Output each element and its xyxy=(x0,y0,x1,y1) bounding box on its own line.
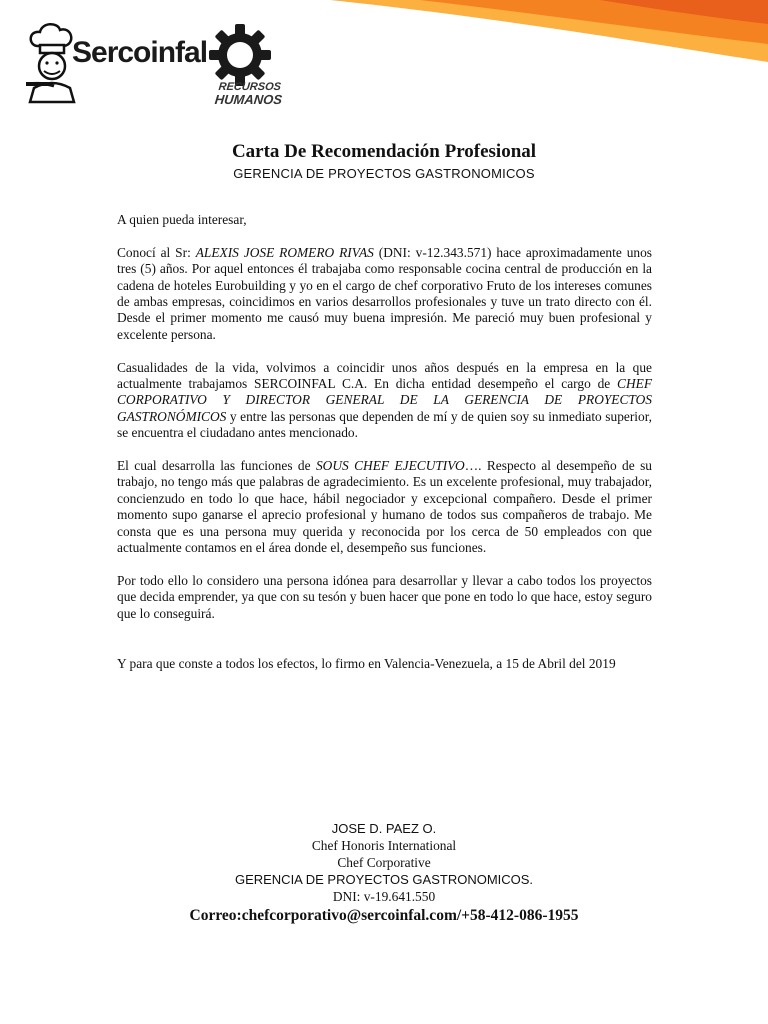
letter-body xyxy=(117,212,652,689)
signer-name: JOSE D. PAEZ O. xyxy=(331,821,437,836)
p2-text-a: Casualidades de la vida, volvimos a coincidir unos años después en la empresa en la que actualmente trabajamos SERCOINFAL C.A. En dicha entidad desempeño el cargo de xyxy=(117,359,652,392)
p3-text-b: …. Respecto al desempeño de su trabajo, no tengo más que palabras de agradecimiento. Es un excelente profesional, muy trabajador, concienzudo en todo lo que hace, hábil negociador y excepcional compañero. Desde el primer momento supo ganarse el aprecio profesional y humano de todos sus compañeros de trabajo. Me consta que es una persona muy querida y reconocida por los cerca de 50 empleados con que actualmente contamos en el área donde el, desempeño sus funciones. xyxy=(117,458,653,556)
gear-icon xyxy=(207,22,273,88)
signer-contact: Correo:chefcorporativo@sercoinfal.com/+58-412-086-1955 xyxy=(189,907,579,924)
paragraph-5: Y para que conste a todos los efectos, lo firmo en Valencia-Venezuela, a 15 de Abril del 2019 xyxy=(117,656,616,672)
rh-line-2: HUMANOS xyxy=(214,92,283,107)
signature-block xyxy=(0,820,768,926)
paragraph-4: Por todo ello lo considero una persona idónea para desarrollar y llevar a cabo todos los proyectos que decida emprender, ya que con su tesón y buen hacer que pone en todo lo que hace, estoy seguro que lo conseguirá. xyxy=(117,572,652,621)
recursos-humanos-label xyxy=(202,82,297,106)
rh-line-1: RECURSOS xyxy=(217,81,282,93)
greeting: A quien pueda interesar, xyxy=(117,212,247,227)
p2-text-b: y entre las personas que dependen de mí y de quien soy su inmediato superior, se encuentra el ciudadano antes mencionado. xyxy=(117,408,652,441)
signer-department: GERENCIA DE PROYECTOS GASTRONOMICOS. xyxy=(234,872,534,887)
p1-text-b: (DNI: v-12.343.571) hace aproximadamente unos tres (5) años. Por aquel entonces él trabajaba como responsable cocina central de producción en la cadena de hoteles Eurobuilding y yo en el cargo de chef corporativo Fruto de los intereses comunes de ambas empresas, coincidimos en varios desarrollos profesionales y tuve un trato directo con él. Desde el primer momento me causó muy buena impresión. Me pareció muy buen profesional y excelente persona. xyxy=(117,244,652,342)
paragraph-3 xyxy=(117,458,652,556)
p3-text-a: El cual desarrolla las funciones de xyxy=(117,458,316,474)
recommended-person-name: ALEXIS JOSE ROMERO RIVAS xyxy=(195,244,374,260)
signer-dni: DNI: v-19.641.550 xyxy=(332,889,436,904)
signer-title-1: Chef Honoris International xyxy=(311,838,457,853)
paragraph-2 xyxy=(117,360,652,442)
document-title: Carta De Recomendación Profesional xyxy=(231,141,537,162)
document-subtitle: GERENCIA DE PROYECTOS GASTRONOMICOS xyxy=(233,166,535,181)
paragraph-1 xyxy=(117,245,652,343)
recommended-role: SOUS CHEF EJECUTIVO xyxy=(315,458,465,474)
brand-name: Sercoinfal xyxy=(72,36,208,69)
signer-title-2: Chef Corporative xyxy=(337,855,431,870)
author-role: CHEF CORPORATIVO Y DIRECTOR GENERAL DE LA GERENCIA DE PROYECTOS GASTRONÓMICOS xyxy=(117,376,652,424)
p1-text-a: Conocí al Sr: xyxy=(117,244,196,260)
